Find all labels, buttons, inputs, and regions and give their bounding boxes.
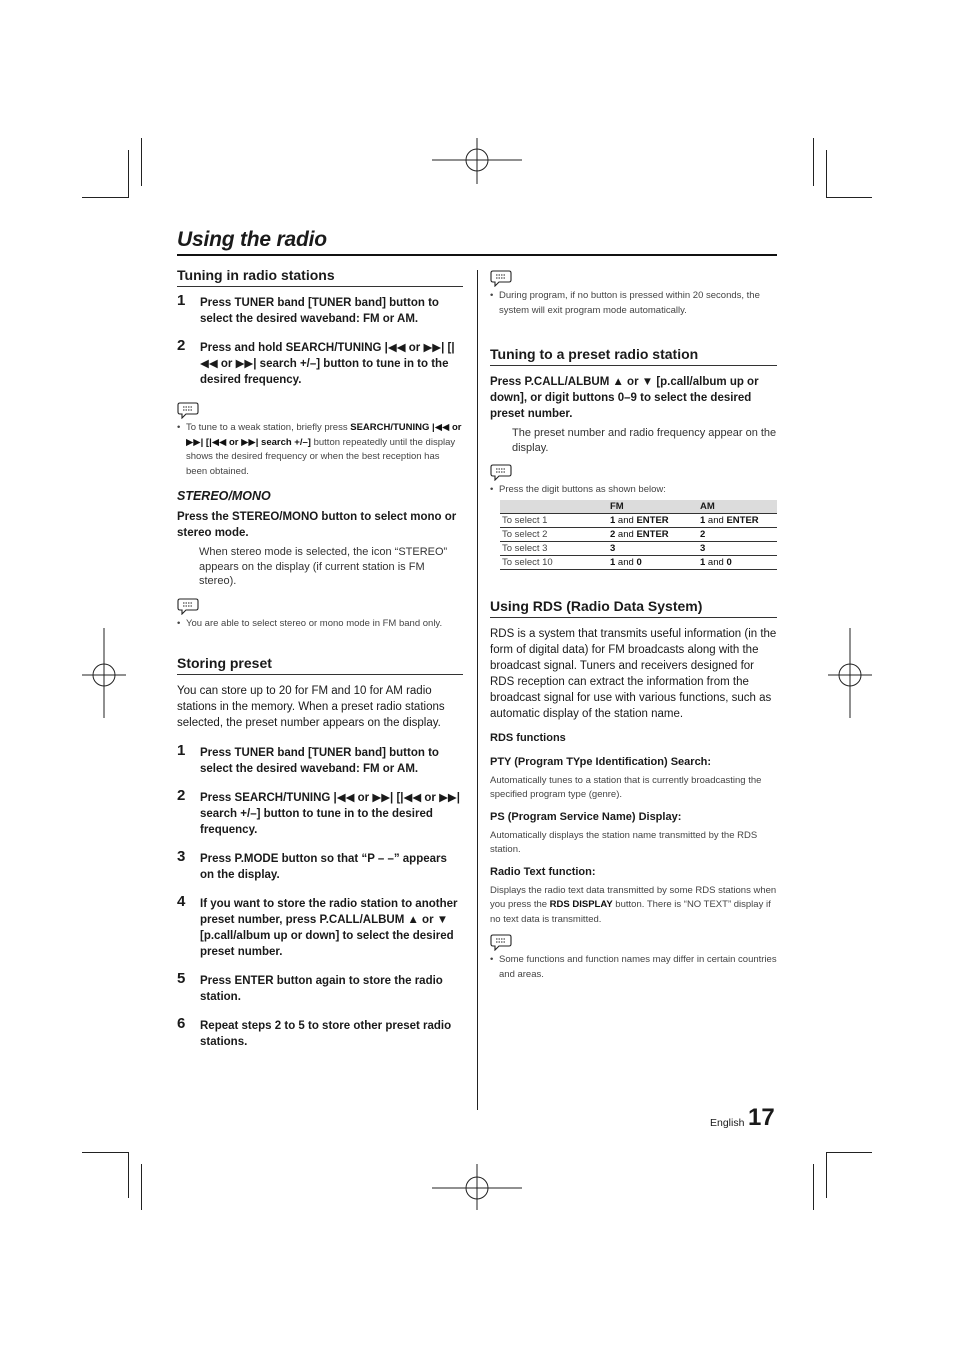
note-text: You are able to select stereo or mono mode in FM band only.: [186, 617, 443, 629]
key-name: 0: [726, 556, 732, 568]
note-text: During program, if no button is pressed within 20 seconds, the system will exit program mode automatically.: [499, 290, 760, 316]
step-text: Press P.MODE button so that “P – –” appears on the display.: [200, 853, 447, 881]
digit-note: • Press the digit buttons as shown below:: [490, 484, 666, 495]
step-text: Press and hold SEARCH/TUNING |◀◀ or ▶▶| [|◀◀ or ▶▶| search +/–] button to tune in to the desired frequency.: [200, 342, 455, 386]
key-name: 1: [610, 556, 616, 568]
pty-text: Automatically tunes to a station that is currently broadcasting the specified program type (genre).: [490, 774, 762, 800]
step-number: 6: [177, 1015, 186, 1032]
preset-step-4: [177, 893, 463, 960]
registration-mark-left: [82, 628, 128, 720]
ps-heading: PS (Program Service Name) Display:: [490, 810, 682, 823]
table-cell: [698, 527, 777, 541]
text-pre: Displays the radio text data transmitted by some RDS stations when you press the: [490, 884, 777, 910]
table-row: [500, 527, 777, 541]
title-rule: [177, 254, 777, 256]
table-header: [500, 500, 608, 514]
step-number: 4: [177, 893, 186, 910]
note-key: SEARCH/TUNING |◀◀ or ▶▶| [|◀◀ or ▶▶| search +/–]: [186, 422, 462, 448]
page-title: Using the radio: [177, 228, 327, 251]
storing-preset-heading: Storing preset: [177, 655, 463, 675]
note-icon: [490, 463, 512, 481]
table-row: [500, 541, 777, 555]
note-text: Some functions and function names may differ in certain countries and areas.: [499, 954, 777, 980]
registration-mark-bottom: [432, 1164, 524, 1212]
key-name: 3: [610, 542, 616, 554]
stereo-mono-heading: STEREO/MONO: [177, 489, 271, 503]
program-note: • During program, if no button is pressed within 20 seconds, the system will exit program mode automatically.: [490, 290, 760, 316]
table-row: [500, 555, 777, 569]
rds-heading: Using RDS (Radio Data System): [490, 598, 777, 618]
registration-mark-right: [826, 628, 872, 720]
stereo-note: • You are able to select stereo or mono mode in FM band only.: [177, 617, 443, 629]
table-cell: [698, 541, 777, 555]
note-icon: [490, 933, 512, 951]
key-name: 1: [700, 556, 706, 568]
table-row: [500, 513, 777, 527]
rds-functions-heading: RDS functions: [490, 731, 566, 744]
step-number: 1: [177, 742, 186, 759]
key-name: 2: [610, 528, 616, 540]
and-text: and: [705, 514, 727, 526]
radio-text-heading: Radio Text function:: [490, 865, 596, 878]
note-icon: [177, 401, 199, 419]
note-text-post: button repeatedly until the display shows the desired frequency or when the best reception has been obtained.: [186, 436, 456, 477]
and-text: and: [615, 514, 637, 526]
key-name: 3: [700, 542, 706, 554]
tuning-heading: Tuning in radio stations: [177, 267, 463, 287]
key-name: 1: [610, 514, 616, 526]
key-name: ENTER: [636, 514, 669, 526]
table-cell: [698, 555, 777, 569]
tuning-note: • To tune to a weak station, briefly press SEARCH/TUNING |◀◀ or ▶▶| [|◀◀ or ▶▶| search +/–] button repeatedly until the display shows the desired frequency or when the best reception has been obtained.: [177, 422, 462, 477]
step-number: 2: [177, 787, 186, 804]
step-text: If you want to store the radio station to another preset number, press P.CALL/ALBUM ▲ or ▼ [p.call/album up or down] to select the desired preset number.: [200, 898, 458, 958]
preset-tuning-detail: The preset number and radio frequency appear on the display.: [512, 427, 777, 454]
key-name: 0: [636, 556, 642, 568]
footer-language: English: [710, 1117, 745, 1129]
table-cell: [608, 541, 698, 555]
step-number: 2: [177, 337, 186, 354]
ps-text: Automatically displays the station name transmitted by the RDS station.: [490, 829, 758, 855]
step-text: Press SEARCH/TUNING |◀◀ or ▶▶| [|◀◀ or ▶▶| search +/–] button to tune in to the desired frequency.: [200, 792, 460, 836]
preset-step-3: [177, 848, 463, 883]
key-name: RDS DISPLAY: [549, 899, 613, 910]
step-number: 5: [177, 970, 186, 987]
storing-preset-intro: You can store up to 20 for FM and 10 for AM radio stations in the memory. When a preset radio stations selected, the preset number appears on the display.: [177, 685, 445, 729]
left-column: [177, 267, 463, 1063]
right-column: [490, 267, 777, 992]
rds-intro: RDS is a system that transmits useful information (in the form of digital data) for FM broadcasts along with the broadcast signal. Tuners and receivers designed for RDS reception can extract the information from the broadcast signal for use with various functions, such as automatic display of the station name.: [490, 627, 777, 720]
table-header: AM: [698, 500, 777, 514]
stereo-detail: When stereo mode is selected, the icon “STEREO” appears on the display (if current station is FM stereo).: [199, 546, 448, 587]
and-text: and: [705, 556, 727, 568]
and-text: and: [615, 556, 637, 568]
note-icon: [490, 269, 512, 287]
table-cell: To select 10: [500, 555, 608, 569]
rds-note: • Some functions and function names may differ in certain countries and areas.: [490, 954, 777, 980]
key-name: 1: [700, 514, 706, 526]
tuning-step-2: [177, 337, 463, 388]
digit-table: [500, 500, 777, 570]
and-text: and: [615, 528, 637, 540]
step-text: Repeat steps 2 to 5 to store other preset radio stations.: [200, 1020, 452, 1048]
note-icon: [177, 597, 199, 615]
table-cell: [698, 513, 777, 527]
note-text-pre: To tune to a weak station, briefly press: [186, 422, 351, 433]
step-text: Press ENTER button again to store the radio station.: [200, 975, 443, 1003]
table-cell: [608, 527, 698, 541]
note-text: Press the digit buttons as shown below:: [499, 484, 666, 495]
pty-heading: PTY (Program TYpe Identification) Search:: [490, 755, 712, 768]
table-cell: To select 3: [500, 541, 608, 555]
preset-tuning-instruction: Press P.CALL/ALBUM ▲ or ▼ [p.call/album up or down], or digit buttons 0–9 to select the desired preset number.: [490, 376, 759, 420]
table-cell: [608, 555, 698, 569]
table-cell: To select 1: [500, 513, 608, 527]
page-number: 17: [748, 1104, 775, 1131]
step-number: 1: [177, 292, 186, 309]
preset-step-6: [177, 1015, 463, 1050]
preset-step-2: [177, 787, 463, 838]
key-name: ENTER: [726, 514, 759, 526]
preset-step-5: [177, 970, 463, 1005]
preset-step-1: [177, 742, 463, 777]
tuning-step-1: [177, 292, 463, 327]
step-text: Press TUNER band [TUNER band] button to select the desired waveband: FM or AM.: [200, 297, 439, 325]
table-header: FM: [608, 500, 698, 514]
table-header-row: [500, 500, 777, 514]
table-cell: [608, 513, 698, 527]
key-name: ENTER: [636, 528, 669, 540]
radio-text-text: [490, 884, 777, 928]
registration-mark-top: [432, 138, 524, 186]
step-text: Press TUNER band [TUNER band] button to select the desired waveband: FM or AM.: [200, 747, 439, 775]
step-number: 3: [177, 848, 186, 865]
stereo-instruction: Press the STEREO/MONO button to select mono or stereo mode.: [177, 511, 457, 539]
text-post: button. There is “NO TEXT” display if no text data is transmitted.: [490, 899, 771, 925]
key-name: 2: [700, 528, 706, 540]
preset-tuning-heading: Tuning to a preset radio station: [490, 346, 777, 366]
column-divider: [477, 270, 478, 1110]
table-cell: To select 2: [500, 527, 608, 541]
